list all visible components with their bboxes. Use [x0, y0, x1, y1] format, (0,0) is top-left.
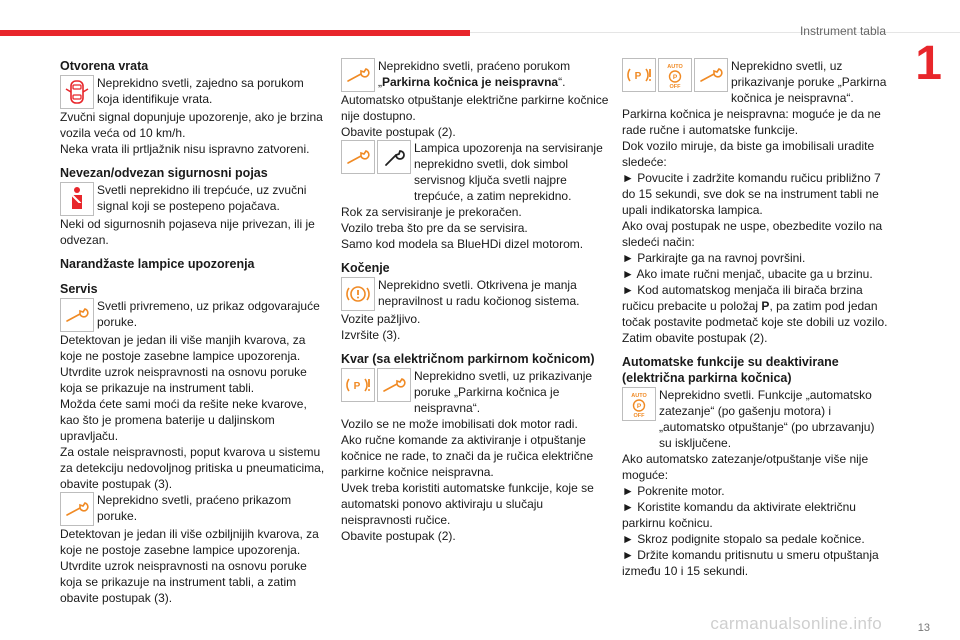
epb-paragraph-2: Ako ručne komande za aktiviranje i otpuštanje kočnice ne rade, to znači da je ručica električne parkirne kočnice neispravna.: [341, 433, 594, 479]
epb-fault-icon-text: Neprekidno svetli, uz prikazivanje poruke „Parkirna kočnica je neispravna“.: [414, 369, 593, 415]
service-paragraph-3: Možda ćete sami moći da rešite neke kvarove, kao što je promena baterije u daljinskom upravljaču.: [60, 397, 307, 443]
wrench-icon: [341, 140, 375, 174]
column-2: [341, 58, 609, 544]
seatbelt-heading: Nevezan/odvezan sigurnosni pojas: [60, 166, 268, 180]
header-rule: [470, 32, 960, 33]
braking-paragraph-2: Izvršite (3).: [341, 328, 401, 342]
door-open-icon-text: Neprekidno svetli, zajedno sa porukom koja identifikuje vrata.: [97, 76, 304, 106]
step-1: ► Povucite i zadržite komandu ručicu približno 7 do 15 sekundi, sve dok se na instrument tabli ne upali indikatorska lampica.: [622, 171, 881, 217]
parking-brake-paragraph-1: Automatsko otpuštanje električne parkirne kočnice nije dostupno.: [341, 93, 609, 123]
seatbelt-icon-text: Svetli neprekidno ili trepćuće, uz zvučni signal koji se postepeno pojačava.: [97, 183, 307, 213]
wrench-icon: [341, 58, 375, 92]
auto-step-1: ► Pokrenite motor.: [622, 484, 725, 498]
service-paragraph-2: Utvrdite uzrok neispravnosti na osnovu poruke koja se prikazuje na instrument tabli.: [60, 365, 307, 395]
door-open-icon: [60, 75, 94, 109]
multi-paragraph-3: Ako ovaj postupak ne uspe, obezbedite vozilo na sledeći način:: [622, 219, 883, 249]
door-open-row: [60, 75, 328, 109]
header-accent-bar: [0, 30, 470, 36]
service2-paragraph-2: Utvrdite uzrok neispravnosti na osnovu poruke koja se prikazuje na instrument tabli, a zatim obavite postupak (3).: [60, 559, 307, 605]
door-paragraph-1: Zvučni signal dopunjuje upozorenje, ako je brzina vozila veća od 10 km/h.: [60, 110, 323, 140]
service-icon-text: Svetli privremeno, uz prikaz odgovarajuće poruke.: [97, 299, 320, 329]
auto-off-icon-text: Neprekidno svetli. Funkcije „automatsko zatezanje“ (po gašenju motora) i „automatsko otpuštanje“ (po ubrzavanju) su isključene.: [659, 388, 875, 450]
seatbelt-paragraph: Neki od sigurnosnih pojaseva nije privezan, ili je odvezan.: [60, 217, 315, 247]
auto-off-icon: [622, 387, 656, 421]
multi-icon-row: [622, 58, 890, 106]
wrench-icon: [60, 298, 94, 332]
auto-off-heading: Automatske funkcije su deaktivirane (električna parkirna kočnica): [622, 355, 839, 385]
parking-brake-row: [341, 58, 609, 92]
epb-fault-row: [341, 368, 609, 416]
parking-brake-fault-icon: [622, 58, 656, 92]
seatbelt-row: [60, 182, 328, 216]
wrench-icon: [694, 58, 728, 92]
step-2: ► Parkirajte ga na ravnoj površini.: [622, 251, 806, 265]
parking-brake-paragraph-2: Obavite postupak (2).: [341, 125, 456, 139]
column-3: [622, 58, 890, 579]
wrench-icon: [60, 492, 94, 526]
svg-text:P: P: [636, 403, 642, 410]
svg-text:OFF: OFF: [669, 84, 681, 89]
auto-paragraph-1: Ako automatsko zatezanje/otpuštanje više nije moguće:: [622, 452, 869, 482]
parking-brake-fault-icon: [341, 368, 375, 402]
epb-paragraph-1: Vozilo se ne može imobilisati dok motor radi.: [341, 417, 578, 431]
svg-text:P: P: [353, 381, 361, 392]
svg-text:P: P: [634, 71, 642, 82]
seatbelt-icon: [60, 182, 94, 216]
svg-text:P: P: [672, 74, 678, 81]
svg-text:OFF: OFF: [633, 413, 645, 418]
multi-paragraph-4: Zatim obavite postupak (2).: [622, 331, 768, 345]
service-wrench-row: [341, 140, 609, 204]
braking-paragraph-1: Vozite pažljivo.: [341, 312, 421, 326]
watermark: carmanualsonline.info: [710, 614, 882, 633]
epb-paragraph-4: Obavite postupak (2).: [341, 529, 456, 543]
service2-paragraph-1: Detektovan je jedan ili više ozbiljnijih kvarova, za koje ne postoje zasebne lampice upozorenja.: [60, 527, 319, 557]
orange-lights-heading: Narandžaste lampice upozorenja: [60, 257, 255, 271]
service2-icon-text: Neprekidno svetli, praćeno prikazom poruke.: [97, 493, 292, 523]
parking-brake-icon-text: Neprekidno svetli, praćeno porukom „Parkirna kočnica je neispravna“.: [378, 59, 571, 89]
auto-off-row: [622, 387, 890, 451]
auto-off-icon: [658, 58, 692, 92]
wrench-paragraph-3: Samo kod modela sa BlueHDi dizel motorom.: [341, 237, 584, 251]
braking-heading: Kočenje: [341, 261, 390, 275]
epb-paragraph-3: Uvek treba koristiti automatske funkcije, koje se automatski ponovo aktiviraju u slučaju neispravnosti ručice.: [341, 481, 594, 527]
service2-row: [60, 492, 328, 526]
chapter-number: 1: [915, 37, 942, 90]
epb-fault-heading: Kvar (sa električnom parkirnom kočnicom): [341, 352, 595, 366]
svg-text:AUTO: AUTO: [631, 393, 647, 399]
wrench-icon: [377, 368, 411, 402]
section-title: Instrument tabla: [799, 24, 886, 38]
brake-warning-icon: [341, 277, 375, 311]
wrench-paragraph-2: Vozilo treba što pre da se servisira.: [341, 221, 528, 235]
column-1: [60, 58, 328, 606]
multi-paragraph-1: Parkirna kočnica je neispravna: moguće je da ne rade ručne i automatske funkcije.: [622, 107, 881, 137]
step-4: ► Kod automatskog menjača ili birača brzina ručicu prebacite u položaj P, pa zatim pod jedan točak postavite podmetač koje ste dobili uz vozilo.: [622, 283, 888, 329]
service-row: [60, 298, 328, 332]
step-3: ► Ako imate ručni menjač, ubacite ga u brzinu.: [622, 267, 873, 281]
page-number: 13: [917, 622, 930, 634]
door-open-heading: Otvorena vrata: [60, 59, 149, 73]
service-heading: Servis: [60, 282, 98, 296]
auto-step-2: ► Koristite komandu da aktivirate električnu parkirnu kočnicu.: [622, 500, 856, 530]
svg-text:AUTO: AUTO: [667, 64, 683, 70]
braking-icon-text: Neprekidno svetli. Otkrivena je manja nepravilnost u radu kočionog sistema.: [378, 278, 580, 308]
auto-step-4: ► Držite komandu pritisnutu u smeru otpuštanja između 10 i 15 sekundi.: [622, 548, 879, 578]
spanner-icon: [377, 140, 411, 174]
service-paragraph-4: Za ostale neispravnosti, poput kvarova u sistemu za detekciju nedovoljnog pritiska u pneumaticima, obavite postupak (3).: [60, 445, 325, 491]
multi-paragraph-2: Dok vozilo miruje, da biste ga imobilisali uradite sledeće:: [622, 139, 875, 169]
service-paragraph-1: Detektovan je jedan ili više manjih kvarova, za koje ne postoje zasebne lampice upozorenja.: [60, 333, 306, 363]
wrench-paragraph-1: Rok za servisiranje je prekoračen.: [341, 205, 522, 219]
multi-icon-text: Neprekidno svetli, uz prikazivanje poruke „Parkirna kočnica je neispravna“.: [731, 59, 887, 105]
door-paragraph-2: Neka vrata ili prtljažnik nisu ispravno zatvoreni.: [60, 142, 310, 156]
braking-row: [341, 277, 609, 311]
service-wrench-icon-text: Lampica upozorenja na servisiranje neprekidno svetli, dok simbol servisnog ključa svetli najpre trepćuće, a zatim neprekidno.: [414, 141, 603, 203]
auto-step-3: ► Skroz podignite stopalo sa pedale kočnice.: [622, 532, 865, 546]
